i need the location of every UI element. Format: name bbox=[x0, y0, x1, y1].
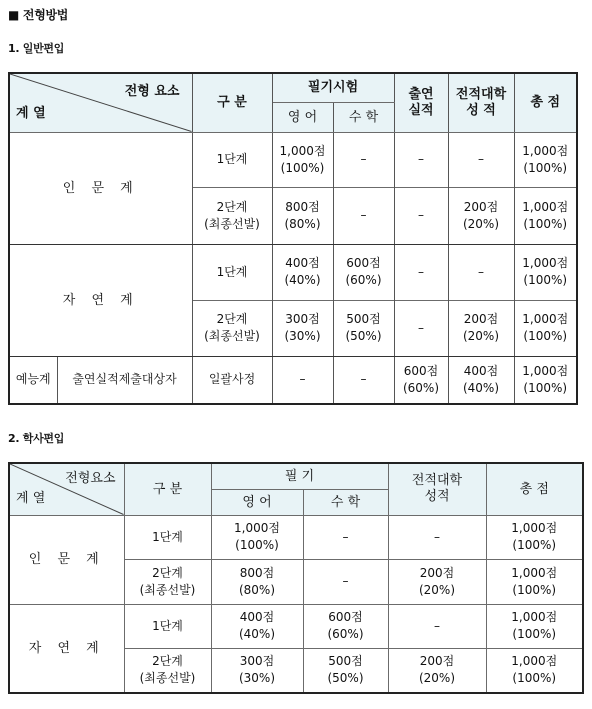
header-element: 전형요소 bbox=[65, 471, 116, 486]
row-prev: 200점 (20%) bbox=[388, 559, 486, 604]
row-math: – bbox=[303, 559, 388, 604]
row-division: 1단계 bbox=[192, 132, 272, 187]
group-natural: 자 연 계 bbox=[9, 244, 192, 356]
row-math: 600점 (60%) bbox=[303, 604, 388, 648]
general-transfer-table bbox=[8, 72, 578, 405]
row-math: – bbox=[303, 515, 388, 559]
row-division: 2단계 (최종선발) bbox=[192, 300, 272, 356]
row-prev: – bbox=[448, 132, 514, 187]
header-math: 수 학 bbox=[333, 102, 394, 132]
row-math: 600점 (60%) bbox=[333, 244, 394, 300]
row-math: – bbox=[333, 187, 394, 244]
row-prev: 200점 (20%) bbox=[448, 187, 514, 244]
row-total: 1,000점 (100%) bbox=[514, 187, 577, 244]
row-prev: – bbox=[388, 604, 486, 648]
row-english: 400점 (40%) bbox=[211, 604, 303, 648]
row-math: – bbox=[333, 356, 394, 404]
group-arts-sub: 출연실적제출대상자 bbox=[57, 356, 192, 404]
bachelor-transfer-table bbox=[8, 462, 584, 694]
header-prev-gpa: 전적대학 성 적 bbox=[448, 73, 514, 132]
row-division: 2단계 (최종선발) bbox=[124, 648, 211, 693]
row-division: 1단계 bbox=[124, 604, 211, 648]
row-division: 1단계 bbox=[124, 515, 211, 559]
section1-title: 1. 일반편입 bbox=[8, 42, 65, 55]
header-english: 영 어 bbox=[272, 102, 333, 132]
row-math: 500점 (50%) bbox=[303, 648, 388, 693]
row-attendance: 600점 (60%) bbox=[394, 356, 448, 404]
row-english: 400점 (40%) bbox=[272, 244, 333, 300]
group-natural: 자 연 계 bbox=[9, 604, 124, 693]
row-total: 1,000점 (100%) bbox=[514, 132, 577, 187]
header-corner bbox=[9, 463, 124, 515]
group-humanities: 인 문 계 bbox=[9, 515, 124, 604]
header-division: 구 분 bbox=[192, 73, 272, 132]
row-english: 1,000점 (100%) bbox=[211, 515, 303, 559]
row-division: 1단계 bbox=[192, 244, 272, 300]
group-humanities: 인 문 계 bbox=[9, 132, 192, 244]
row-attendance: – bbox=[394, 300, 448, 356]
row-math: 500점 (50%) bbox=[333, 300, 394, 356]
row-english: 300점 (30%) bbox=[211, 648, 303, 693]
row-prev: 400점 (40%) bbox=[448, 356, 514, 404]
header-field: 계 열 bbox=[16, 490, 46, 506]
row-division: 2단계 (최종선발) bbox=[124, 559, 211, 604]
row-english: 1,000점 (100%) bbox=[272, 132, 333, 187]
row-division: 2단계 (최종선발) bbox=[192, 187, 272, 244]
group-arts: 예능계 bbox=[9, 356, 57, 404]
header-math: 수 학 bbox=[303, 489, 388, 515]
section2-title: 2. 학사편입 bbox=[8, 432, 65, 445]
row-english: 300점 (30%) bbox=[272, 300, 333, 356]
header-division: 구 분 bbox=[124, 463, 211, 515]
row-total: 1,000점 (100%) bbox=[514, 356, 577, 404]
row-english: – bbox=[272, 356, 333, 404]
row-attendance: – bbox=[394, 244, 448, 300]
row-total: 1,000점 (100%) bbox=[514, 300, 577, 356]
header-total: 총 점 bbox=[514, 73, 577, 132]
row-attendance: – bbox=[394, 187, 448, 244]
page-heading: ■ 전형방법 bbox=[8, 8, 69, 22]
header-english: 영 어 bbox=[211, 489, 303, 515]
row-prev: 200점 (20%) bbox=[448, 300, 514, 356]
row-total: 1,000점 (100%) bbox=[486, 559, 583, 604]
row-attendance: – bbox=[394, 132, 448, 187]
row-total: 1,000점 (100%) bbox=[514, 244, 577, 300]
row-prev: – bbox=[388, 515, 486, 559]
header-total: 총 점 bbox=[486, 463, 583, 515]
header-attendance: 출연 실적 bbox=[394, 73, 448, 132]
header-prev-gpa: 전적대학 성적 bbox=[388, 463, 486, 515]
row-english: 800점 (80%) bbox=[272, 187, 333, 244]
row-prev: – bbox=[448, 244, 514, 300]
row-division: 일괄사정 bbox=[192, 356, 272, 404]
header-written: 필 기 bbox=[211, 463, 388, 489]
header-corner bbox=[9, 73, 192, 132]
header-element: 전형 요소 bbox=[124, 84, 180, 99]
row-math: – bbox=[333, 132, 394, 187]
header-field: 계 열 bbox=[16, 105, 46, 121]
header-written: 필기시험 bbox=[272, 73, 394, 102]
row-total: 1,000점 (100%) bbox=[486, 648, 583, 693]
row-total: 1,000점 (100%) bbox=[486, 515, 583, 559]
row-total: 1,000점 (100%) bbox=[486, 604, 583, 648]
row-prev: 200점 (20%) bbox=[388, 648, 486, 693]
row-english: 800점 (80%) bbox=[211, 559, 303, 604]
